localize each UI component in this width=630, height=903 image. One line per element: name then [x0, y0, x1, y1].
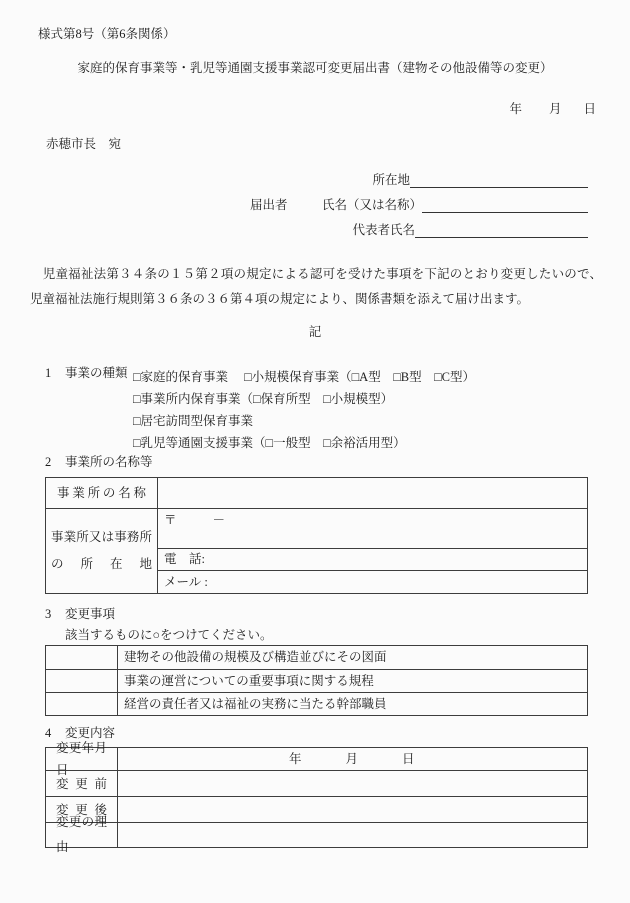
section1-number: 1 — [45, 366, 52, 380]
section4-title: 変更内容 — [65, 726, 116, 740]
change-items-table — [45, 645, 588, 716]
mail-cell[interactable] — [157, 570, 587, 593]
body-paragraph: 児童福祉法第３４条の１５第２項の規定による認可を受けた事項を下記のとおり変更したいので、児童福祉法施行規則第３６条の３６第４項の規定により、関係書類を添えて届け出ます。 — [30, 267, 602, 306]
representative-label: 代表者氏名 — [352, 223, 415, 237]
change-item-row — [117, 646, 587, 669]
telephone-cell[interactable] — [157, 548, 587, 570]
date-line — [509, 102, 596, 117]
business-type-options — [133, 366, 600, 454]
before-change-value-cell[interactable] — [117, 770, 587, 796]
applicant-block — [250, 163, 588, 238]
section1-title: 事業の種類 — [65, 366, 128, 380]
section1-heading — [45, 366, 133, 454]
name-field[interactable] — [422, 196, 588, 213]
date-day-label: 日 — [583, 102, 596, 116]
before-change-label-cell — [46, 770, 117, 796]
after-change-label: 変更後 — [56, 802, 107, 817]
section2-title: 事業所の名称等 — [65, 455, 153, 469]
section3-instruction: 該当するものに○をつけてください。 — [65, 628, 273, 642]
section3-number: 3 — [45, 607, 52, 621]
section-business-type — [45, 366, 600, 454]
change-date-year-label: 年 — [289, 751, 302, 766]
checkbox-option-small-scale[interactable]: □小規模保育事業（□A型 □B型 □C型） — [244, 370, 475, 384]
office-address-label-cell — [46, 508, 157, 593]
change-reason-label-cell — [46, 815, 117, 854]
checkbox-option-infant-commute-support[interactable]: □乳児等通園支援事業（□一般型 □余裕活用型） — [133, 436, 406, 450]
address-field[interactable] — [410, 171, 588, 188]
telephone-label: 電 話: — [164, 552, 205, 566]
change-item-text: 建物その他設備の規模及び構造並びにその図面 — [124, 650, 387, 664]
section2-number: 2 — [45, 455, 52, 469]
change-date-day-label: 日 — [402, 751, 415, 766]
change-item-text: 経営の責任者又は福祉の実務に当たる幹部職員 — [124, 696, 387, 711]
office-name-label-cell — [46, 478, 157, 508]
postal-dash: － — [212, 513, 226, 527]
change-date-label-cell — [46, 741, 117, 777]
change-date-month-label: 月 — [345, 751, 359, 766]
options-line-2 — [133, 388, 600, 410]
change-item-text: 事業の運営についての重要事項に関する規程 — [124, 673, 374, 688]
form-number: 様式第8号（第6条関係） — [38, 27, 176, 41]
applicant-representative-row — [250, 213, 588, 238]
circle-mark-cell[interactable] — [46, 669, 117, 692]
change-item-row — [117, 692, 587, 715]
applicant-prefix: 届出者 — [250, 198, 288, 212]
circle-mark-cell[interactable] — [46, 646, 117, 669]
page-title: 家庭的保育事業等・乳児等通園支援事業認可変更届出書（建物その他設備等の変更） — [77, 61, 553, 75]
representative-name-field[interactable] — [415, 221, 588, 238]
before-change-label: 変更前 — [56, 776, 107, 791]
change-detail-table — [45, 741, 588, 854]
applicant-name-row — [250, 188, 588, 213]
office-name-table — [45, 477, 588, 594]
name-label: 氏名（又は名称） — [321, 198, 422, 212]
address-label: 所在地 — [372, 173, 410, 187]
record-mark: 記 — [308, 325, 322, 339]
circle-mark-cell[interactable] — [46, 692, 117, 715]
checkbox-option-onsite-care[interactable]: □事業所内保育事業（□保育所型 □小規模型） — [133, 392, 394, 406]
postal-address-cell[interactable] — [157, 508, 587, 548]
section4-number: 4 — [45, 726, 52, 740]
office-address-label-line2: の所在地 — [51, 557, 152, 571]
office-name-value-cell[interactable] — [157, 478, 587, 508]
checkbox-option-family-care[interactable]: □家庭的保育事業 — [133, 370, 229, 384]
checkbox-option-home-visit[interactable]: □居宅訪問型保育事業 — [133, 414, 254, 428]
date-month-label: 月 — [548, 102, 562, 116]
options-line-1 — [133, 366, 600, 388]
mail-label: メール : — [164, 574, 208, 589]
change-reason-value-cell[interactable] — [117, 822, 587, 847]
applicant-address-row — [250, 163, 588, 188]
change-item-row — [117, 669, 587, 692]
office-address-label-line1: 事業所又は事務所 — [51, 530, 152, 544]
after-change-value-cell[interactable] — [117, 796, 587, 822]
addressee: 赤穂市長 宛 — [46, 137, 122, 151]
section2-heading — [45, 455, 153, 470]
date-year-label: 年 — [509, 102, 522, 116]
office-name-label: 事業所の名称 — [57, 485, 146, 500]
options-line-3 — [133, 410, 600, 432]
options-line-4 — [133, 432, 600, 454]
change-date-label: 変更年月日 — [56, 741, 107, 777]
section3-title: 変更事項 — [65, 607, 116, 621]
change-reason-label: 変更の理由 — [56, 815, 107, 854]
change-date-value-cell[interactable] — [117, 748, 587, 770]
postal-mark: 〒 — [164, 513, 177, 527]
section3-heading — [45, 607, 115, 622]
